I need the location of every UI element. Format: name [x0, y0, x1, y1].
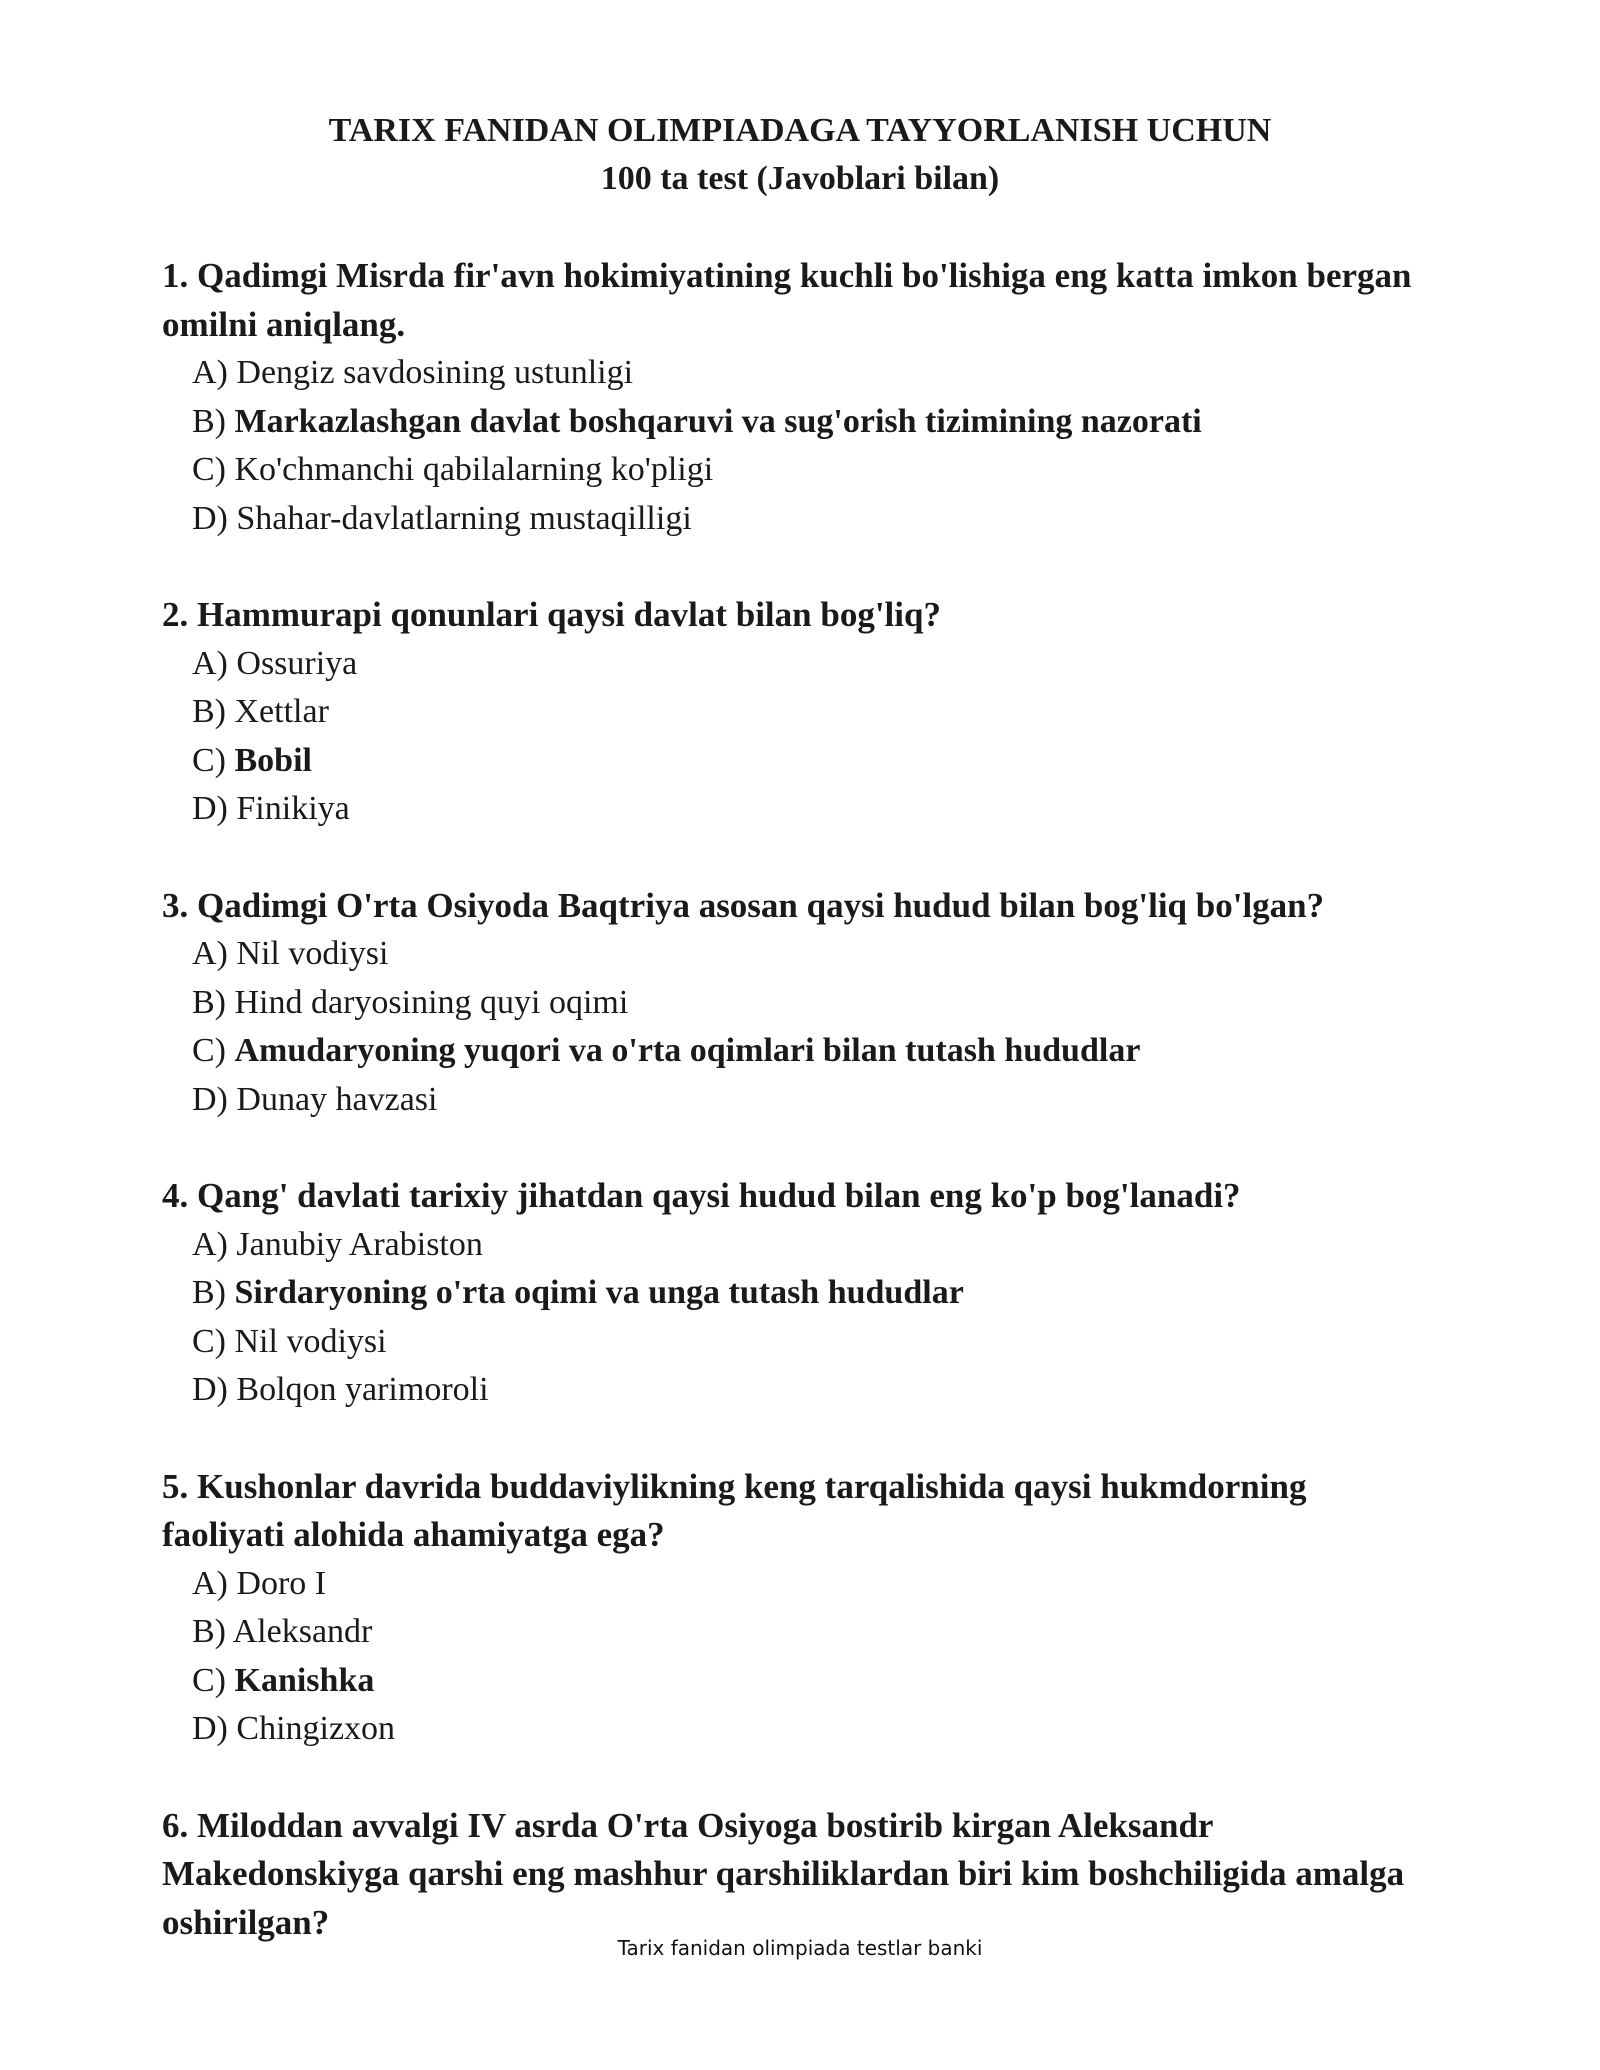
option-letter: A) — [192, 1564, 228, 1602]
option-text: Aleksandr — [232, 1613, 373, 1650]
correct-answer-text: Amudaryoning yuqori va o'rta oqimlari bilan tutash hududlar — [234, 1032, 1141, 1069]
option-letter: C) — [192, 451, 226, 488]
option-letter: C) — [192, 1032, 226, 1069]
answer-option — [162, 349, 1422, 398]
correct-answer-text: Kanishka — [234, 1661, 375, 1699]
page-footer: Tarix fanidan olimpiada testlar banki — [617, 1936, 983, 1960]
question-text: 6. Miloddan avvalgi IV asrda O'rta Osiyoga bostirib kirgan Aleksandr Makedonskiyga qarshi eng mashhur qarshiliklardan biri kim boshchiligida amalga oshirilgan? — [162, 1805, 1405, 1942]
option-text: Chingizxon — [236, 1710, 396, 1747]
option-text: Bolqon yarimoroli — [236, 1371, 489, 1408]
option-letter: A) — [192, 1225, 228, 1263]
option-text: Nil vodiysi — [234, 1322, 387, 1360]
answer-option — [162, 1027, 1422, 1076]
answer-option — [162, 1221, 1422, 1270]
option-letter: D) — [192, 1080, 228, 1118]
answer-option — [162, 737, 1422, 786]
answer-option — [162, 688, 1422, 737]
option-text: Xettlar — [234, 693, 329, 730]
option-text: Ko'chmanchi qabilalarning ko'pligi — [234, 451, 714, 488]
option-letter: D) — [192, 1710, 228, 1747]
answer-option — [162, 1318, 1422, 1367]
option-letter: A) — [192, 644, 228, 682]
answer-option — [162, 1657, 1422, 1706]
answer-option — [162, 1366, 1422, 1415]
option-text: Finikiya — [236, 790, 350, 827]
question-block — [162, 1172, 1422, 1415]
correct-answer-text: Markazlashgan davlat boshqaruvi va sug'orish tizimining nazorati — [234, 402, 1202, 440]
question-text: 2. Hammurapi qonunlari qaysi davlat bilan bog'liq? — [162, 595, 941, 634]
answer-option — [162, 1076, 1422, 1125]
question-block — [162, 591, 1422, 834]
answer-option — [162, 446, 1422, 495]
answer-option — [162, 1269, 1422, 1318]
option-letter: C) — [192, 1661, 226, 1699]
option-text: Ossuriya — [236, 644, 358, 682]
question-text: 1. Qadimgi Misrda fir'avn hokimiyatining kuchli bo'lishiga eng katta imkon bergan omilni aniqlang. — [162, 256, 1412, 344]
answer-option — [162, 398, 1422, 447]
option-letter: B) — [192, 1613, 226, 1650]
option-text: Hind daryosining quyi oqimi — [234, 983, 629, 1021]
option-letter: B) — [192, 693, 226, 730]
correct-answer-text: Sirdaryoning o'rta oqimi va unga tutash hududlar — [234, 1274, 964, 1311]
answer-option — [162, 640, 1422, 689]
question-block — [162, 252, 1422, 543]
document-title — [0, 107, 1600, 203]
question-block — [162, 1463, 1422, 1754]
question-list — [162, 252, 1422, 1995]
answer-option — [162, 1608, 1422, 1657]
question-block — [162, 1802, 1422, 1948]
answer-option — [162, 785, 1422, 834]
answer-option — [162, 930, 1422, 979]
answer-option — [162, 1560, 1422, 1609]
option-text: Dunay havzasi — [236, 1080, 438, 1118]
option-letter: D) — [192, 1371, 228, 1408]
title-line-2: 100 ta test (Javoblari bilan) — [600, 160, 1000, 197]
answer-option — [162, 495, 1422, 544]
question-block — [162, 882, 1422, 1125]
option-letter: C) — [192, 741, 226, 779]
correct-answer-text: Bobil — [234, 741, 312, 779]
question-text: 4. Qang' davlati tarixiy jihatdan qaysi hudud bilan eng ko'p bog'lanadi? — [162, 1176, 1241, 1215]
option-letter: C) — [192, 1322, 226, 1360]
option-letter: B) — [192, 983, 226, 1021]
option-text: Janubiy Arabiston — [236, 1225, 483, 1263]
title-line-1: TARIX FANIDAN OLIMPIADAGA TAYYORLANISH UCHUN — [328, 112, 1272, 149]
option-text: Doro I — [236, 1564, 327, 1602]
answer-option — [162, 979, 1422, 1028]
question-text: 5. Kushonlar davrida buddaviylikning keng tarqalishida qaysi hukmdorning faoliyati alohida ahamiyatga ega? — [162, 1466, 1307, 1554]
question-text: 3. Qadimgi O'rta Osiyoda Baqtriya asosan qaysi hudud bilan bog'liq bo'lgan? — [162, 885, 1325, 925]
option-letter: D) — [192, 499, 228, 537]
option-letter: A) — [192, 935, 228, 972]
option-letter: B) — [192, 402, 226, 440]
option-letter: D) — [192, 790, 228, 827]
answer-option — [162, 1705, 1422, 1754]
option-text: Shahar-davlatlarning mustaqilligi — [236, 499, 692, 537]
option-text: Dengiz savdosining ustunligi — [236, 354, 634, 391]
option-text: Nil vodiysi — [236, 935, 389, 972]
option-letter: A) — [192, 354, 228, 391]
option-letter: B) — [192, 1274, 226, 1311]
